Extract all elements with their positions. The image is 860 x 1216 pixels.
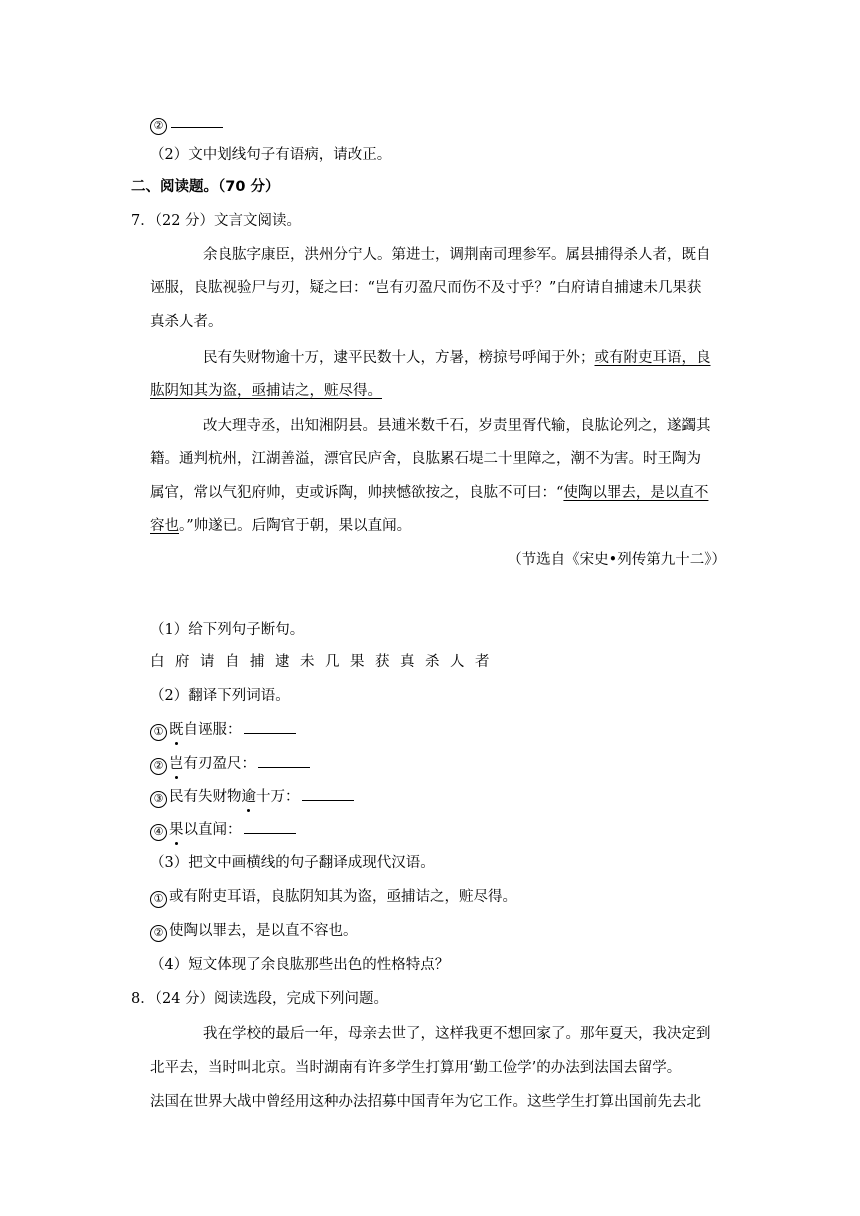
underlined-sentence: 或有附吏耳语，良 xyxy=(594,350,711,366)
underlined-sentence: 肱阴知其为盗，亟捕诘之，赃尽得。 xyxy=(150,383,382,399)
passage-line: 诬服，良肱视验尸与刃，疑之曰：“岂有刃盈尺而伤不及寸乎？”白府请自捕逮未几果获 xyxy=(150,280,702,296)
sentence-char: 果 xyxy=(350,654,365,670)
word-text: 民有失财物 xyxy=(169,789,242,805)
sub-question-1: （1）给下列句子断句。 xyxy=(150,622,305,638)
passage-text: 属官，常以气犯府帅，吏或诉陶，帅挟憾欲按之，良肱不可曰：“ xyxy=(150,485,564,501)
sentence-char: 者 xyxy=(475,654,490,670)
answer-blank xyxy=(302,786,354,801)
question-8-header: 8．（24 分）阅读选段，完成下列问题。 xyxy=(131,991,389,1007)
passage-line: 我在学校的最后一年，母亲去世了，这样我更不想回家了。那年夏天，我决定到 xyxy=(203,1026,711,1042)
answer-2-line xyxy=(150,113,223,135)
answer-blank xyxy=(244,819,296,834)
passage-line xyxy=(150,381,382,401)
passage-line: 籍。通判杭州，江湖善溢，漂官民庐舍，良肱累石堤二十里障之，潮不为害。时王陶为 xyxy=(150,451,701,467)
passage-line xyxy=(150,483,708,503)
passage-line: 法国在世界大战中曾经用这种办法招募中国青年为它工作。这些学生打算出国前先去北 xyxy=(150,1094,701,1110)
underlined-sentence: 容也 xyxy=(150,518,179,534)
circled-number: ② xyxy=(150,758,167,775)
passage-text: 民有失财物逾十万，逮平民数十人，方暑，榜掠号呼闻于外； xyxy=(203,350,595,366)
passage-line: 真杀人者。 xyxy=(150,314,223,330)
word-text: 以直闻： xyxy=(183,822,242,838)
word-item-2 xyxy=(150,753,310,775)
passage-line xyxy=(150,516,411,536)
translate-item-2 xyxy=(150,921,358,942)
sentence-char: 人 xyxy=(450,654,465,670)
passage-text: 。”帅遂已。后陶官于朝，果以直闻。 xyxy=(179,518,412,534)
passage-line: 北平去，当时叫北京。当时湖南有许多学生打算用‘勤工俭学’的办法到法国去留学。 xyxy=(150,1060,682,1076)
question-7-header: 7．（22 分）文言文阅读。 xyxy=(131,213,302,229)
sentence-char: 逮 xyxy=(275,654,290,670)
circled-number: ② xyxy=(150,925,167,942)
answer-blank xyxy=(258,753,310,768)
sub-question-3: （3）把文中画横线的句子翻译成现代汉语。 xyxy=(150,855,435,871)
word-text: 自诬服： xyxy=(183,722,242,738)
translate-text: 或有附吏耳语，良肱阴知其为盗，亟捕诘之，赃尽得。 xyxy=(169,889,517,905)
sentence-char: 未 xyxy=(300,654,315,670)
word-item-1 xyxy=(150,719,296,741)
passage-line: 余良肱字康臣，洪州分宁人。第进士，调荆南司理参军。属县捕得杀人者，既自 xyxy=(203,247,711,263)
word-text: 有刃盈尺： xyxy=(183,756,256,772)
passage-line xyxy=(203,348,711,368)
sentence-to-punctuate xyxy=(150,652,500,672)
emphasized-char: 逾 xyxy=(241,789,256,805)
answer-blank xyxy=(244,719,296,734)
circled-number: ② xyxy=(150,118,167,135)
sentence-char: 自 xyxy=(225,654,240,670)
sentence-char: 府 xyxy=(175,654,190,670)
circled-number: ① xyxy=(150,724,167,741)
sub-question-2: （2）翻译下列词语。 xyxy=(150,688,290,704)
underlined-sentence: 使陶以罪去，是以直不 xyxy=(563,485,709,501)
question-text: （2）文中划线句子有语病，请改正。 xyxy=(150,147,392,163)
word-text: 十万： xyxy=(256,789,300,805)
emphasized-char: 果 xyxy=(169,822,184,838)
circled-number: ④ xyxy=(150,824,167,841)
sub-question-4: （4）短文体现了余良肱那些出色的性格特点？ xyxy=(150,957,450,973)
sentence-char: 获 xyxy=(375,654,390,670)
circled-number: ① xyxy=(150,891,167,908)
sentence-char: 几 xyxy=(325,654,340,670)
source-citation: （节选自《宋史•列传第九十二》） xyxy=(507,552,726,568)
word-item-3 xyxy=(150,786,354,808)
emphasized-char: 既 xyxy=(169,722,184,738)
answer-blank xyxy=(171,113,223,128)
translate-item-1 xyxy=(150,887,517,908)
passage-line: 改大理寺丞，出知湘阴县。县逋米数千石，岁责里胥代输，良肱论列之，遂蠲其 xyxy=(203,418,711,434)
sentence-char: 白 xyxy=(150,654,165,670)
section-title: 二、阅读题。（70 分） xyxy=(131,179,280,195)
sentence-char: 请 xyxy=(200,654,215,670)
sentence-char: 捕 xyxy=(250,654,265,670)
translate-text: 使陶以罪去，是以直不容也。 xyxy=(169,923,358,939)
sentence-char: 杀 xyxy=(425,654,440,670)
word-item-4 xyxy=(150,819,296,841)
emphasized-char: 岂 xyxy=(169,756,184,772)
sentence-char: 真 xyxy=(400,654,415,670)
circled-number: ③ xyxy=(150,791,167,808)
